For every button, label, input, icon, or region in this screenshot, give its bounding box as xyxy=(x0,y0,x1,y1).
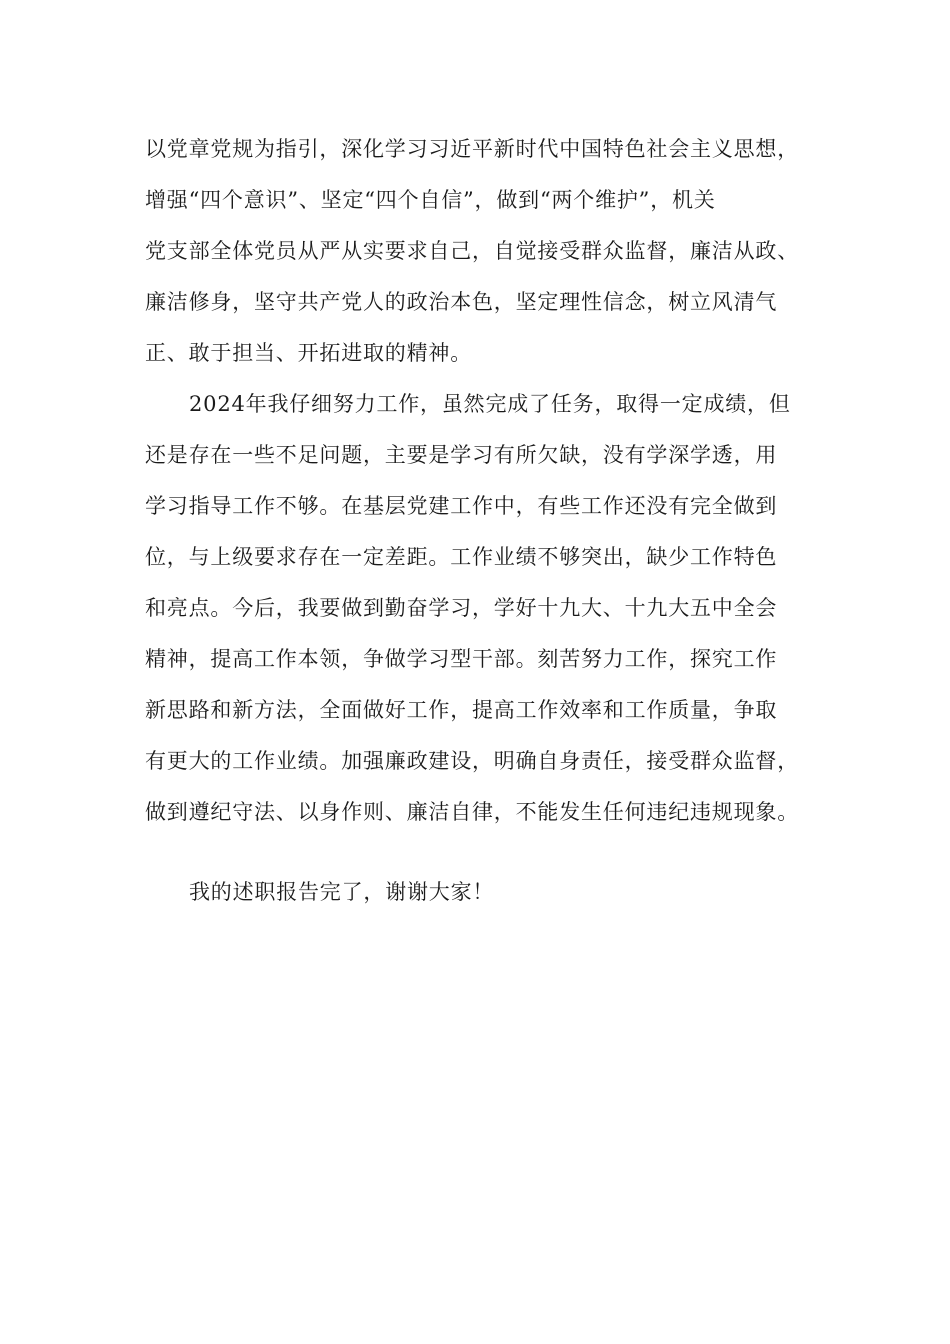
text-line: 有更大的工作业绩。加强廉政建设，明确自身责任，接受群众监督， xyxy=(145,749,799,773)
text-line: 新思路和新方法，全面做好工作，提高工作效率和工作质量，争取 xyxy=(145,698,778,722)
text-line: 位，与上级要求存在一定差距。工作业绩不够突出，缺少工作特色 xyxy=(145,545,778,569)
closing-line: 我的述职报告完了，谢谢大家！ xyxy=(189,880,495,904)
text-line: 党支部全体党员从严从实要求自己，自觉接受群众监督，廉洁从政、 xyxy=(145,239,799,263)
paragraph-1 xyxy=(145,124,835,379)
paragraph-spacer xyxy=(145,838,835,867)
document-body xyxy=(145,124,835,918)
text-line: 以党章党规为指引，深化学习习近平新时代中国特色社会主义思想， xyxy=(145,137,799,161)
text-line: 做到遵纪守法、以身作则、廉洁自律，不能发生任何违纪违规现象。 xyxy=(145,800,799,824)
text-line: 廉洁修身，坚守共产党人的政治本色，坚定理性信念，树立风清气 xyxy=(145,290,778,314)
text-line: 增强“四个意识”、坚定“四个自信”，做到“两个维护”，机关 xyxy=(145,188,716,212)
text-line: 精神，提高工作本领，争做学习型干部。刻苦努力工作，探究工作 xyxy=(145,647,778,671)
text-line: 正、敢于担当、开拓进取的精神。 xyxy=(145,341,472,365)
paragraph-2 xyxy=(145,379,835,838)
text-line: 和亮点。今后，我要做到勤奋学习，学好十九大、十九大五中全会 xyxy=(145,596,778,620)
text-line: 学习指导工作不够。在基层党建工作中，有些工作还没有完全做到 xyxy=(145,494,778,518)
text-line: 2024年我仔细努力工作，虽然完成了任务，取得一定成绩，但 xyxy=(189,392,791,416)
text-line: 还是存在一些不足问题，主要是学习有所欠缺，没有学深学透，用 xyxy=(145,443,778,467)
